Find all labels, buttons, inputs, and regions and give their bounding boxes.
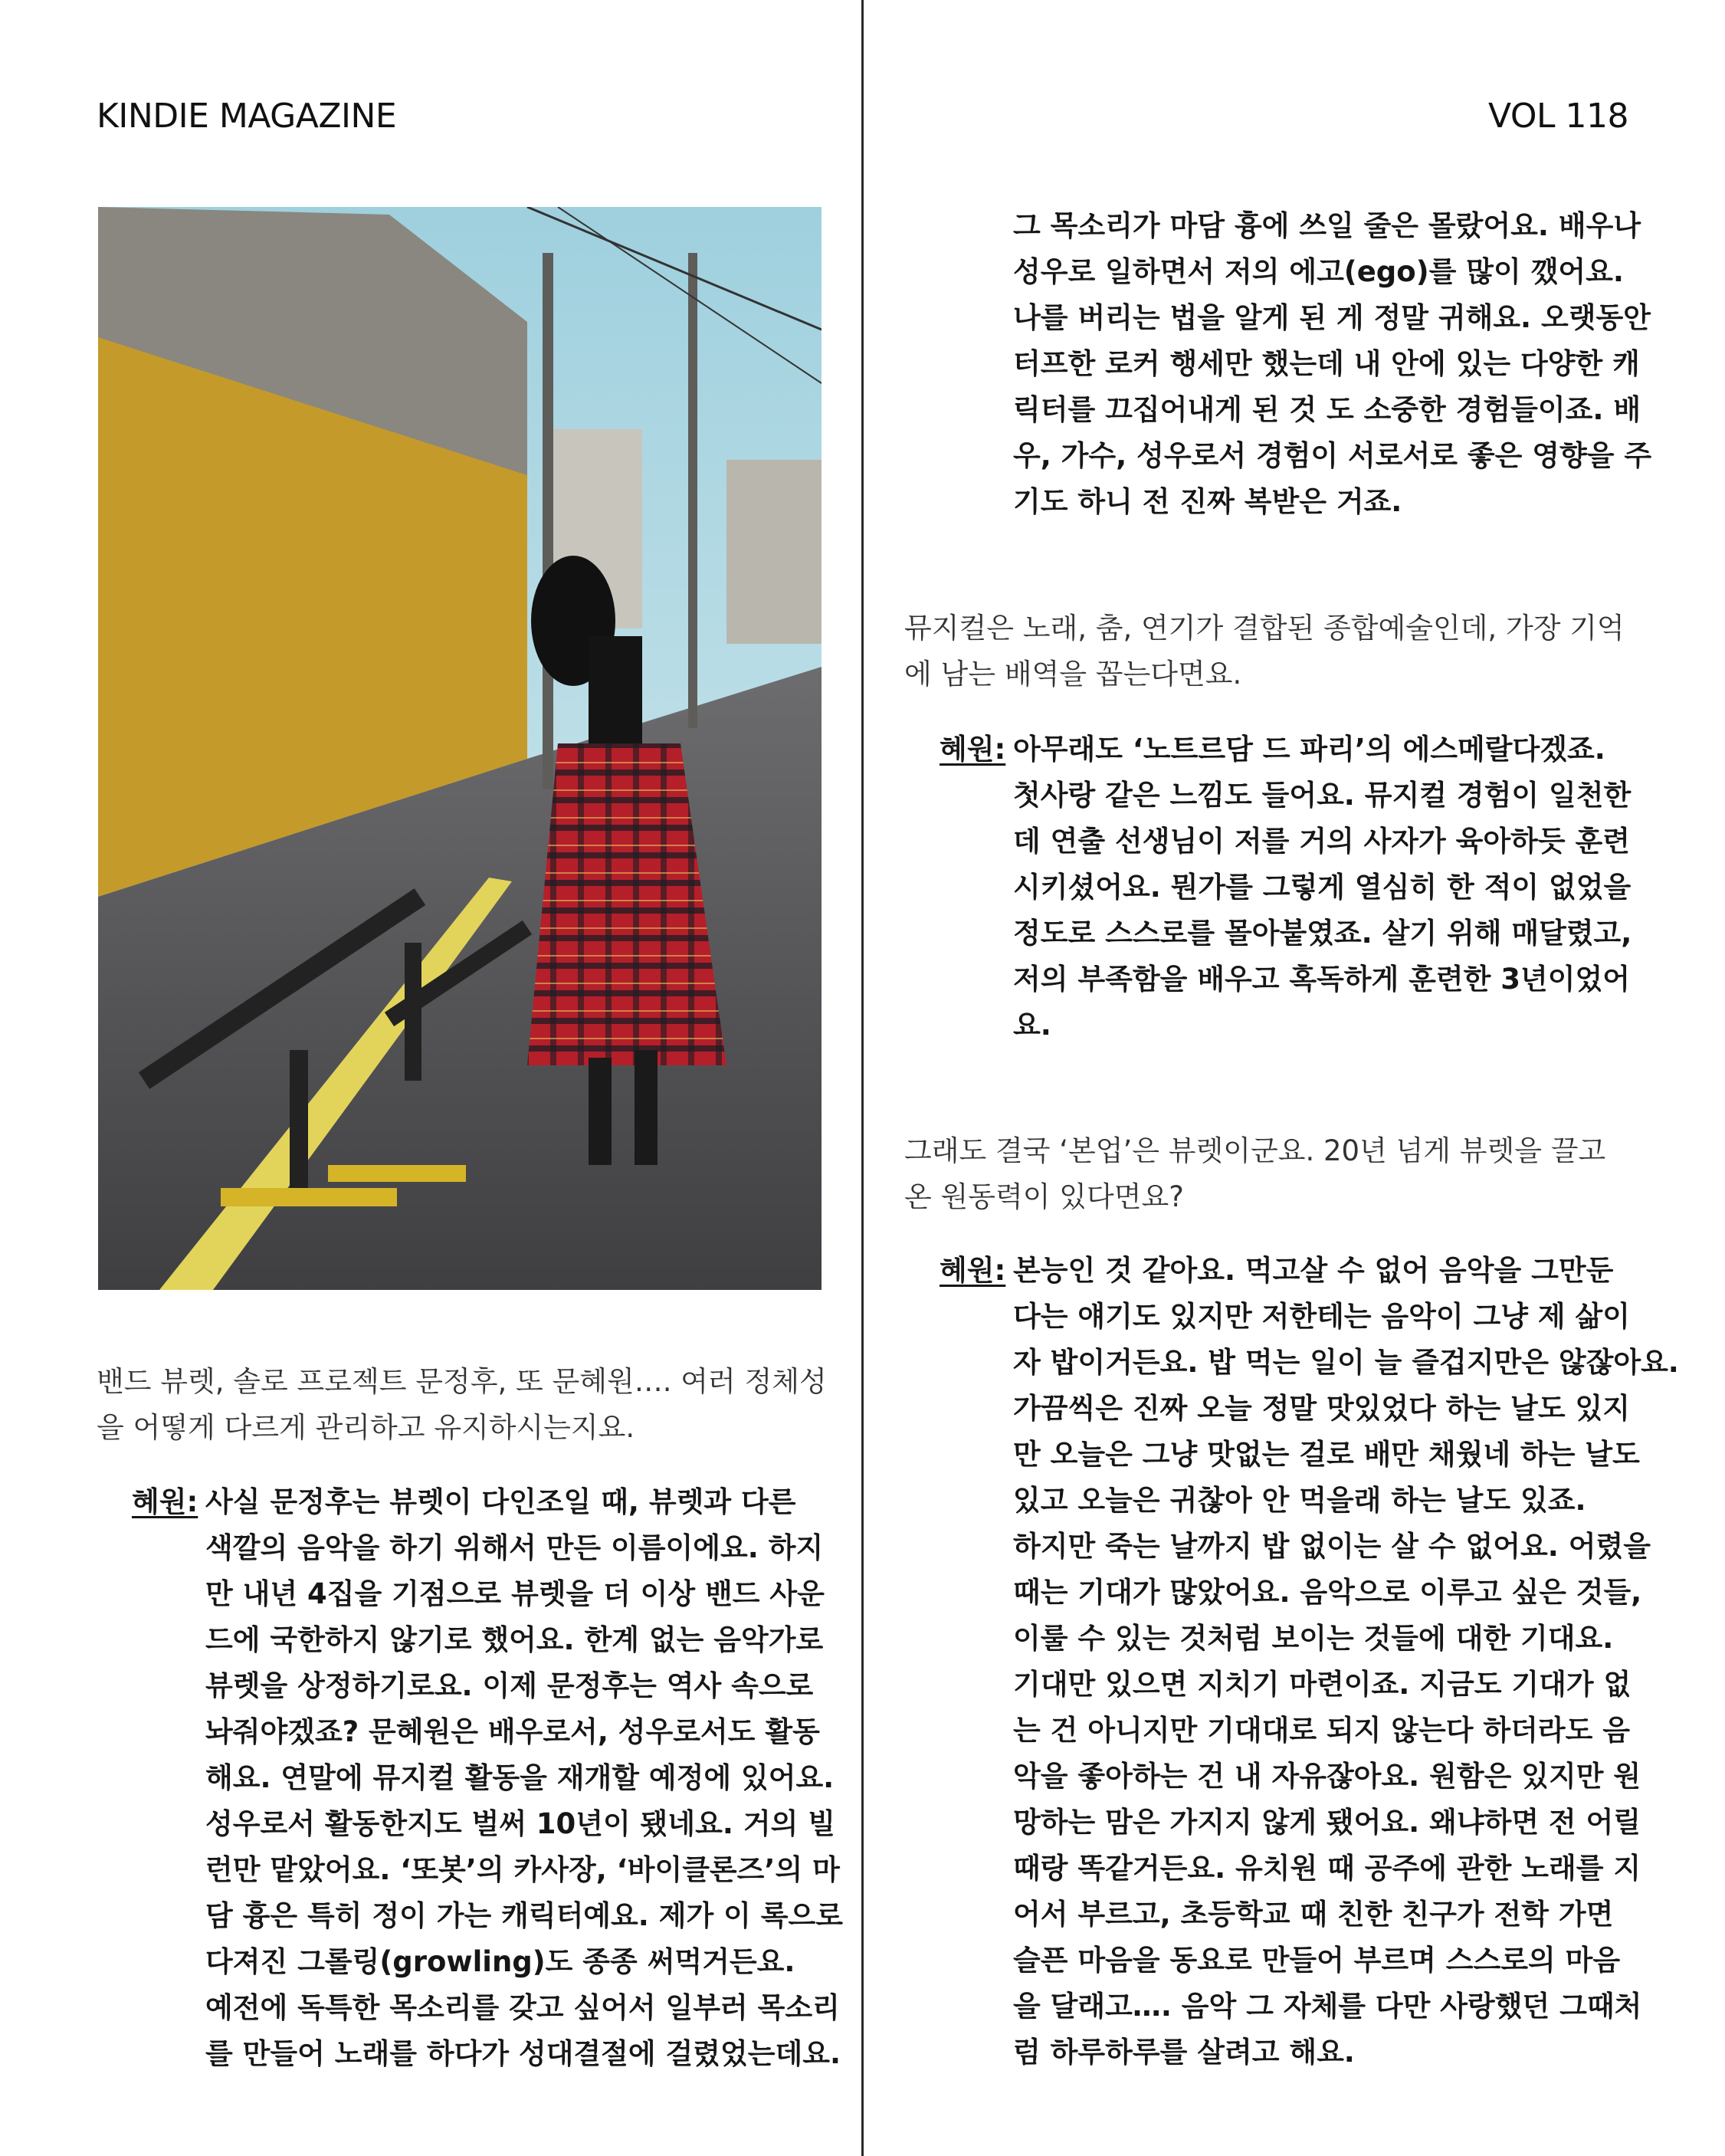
answer-text: 그 목소리가 마담 흉에 쓰일 줄은 몰랐어요. 배우나 성우로 일하면서 저의 에고(ego)를 많이 깼어요. 나를 버리는 법을 알게 된 게 정말 귀해요. 오랫동안 터프한 로커 행세만 했는데 내 안에 있는 다양한 캐 릭터를 끄집어내게 된 것 도 소중한 경험들이죠. 배 우, 가수, 성우로서 경험이 서로서로 좋은 영향을 주 기도 하니 전 진짜 복받은 거죠. [1013,209,1652,518]
volume-number: VOL 118 [1488,97,1628,136]
interview-answer-2 [1013,727,1687,1048]
feature-photo [98,207,822,1290]
magazine-title: KINDIE MAGAZINE [97,97,397,136]
interview-answer-1-continued [1013,203,1687,525]
answer-text: 아무래도 ‘노트르담 드 파리’의 에스메랄다겠죠. 첫사랑 같은 느낌도 들어요. 뮤지컬 경험이 일천한 데 연출 선생님이 저를 거의 사자가 육아하듯 훈련 시키셨어요. 뭔가를 그렇게 열심히 한 적이 없었을 정도로 스스로를 몰아붙였죠. 살기 위해 매달렸고, 저의 부족함을 배우고 혹독하게 훈련한 3년이었어 요. [1013,733,1632,1042]
question-text: 그래도 결국 ‘본업’은 뷰렛이군요. 20년 넘게 뷰렛을 끌고 온 원동력이 있다면요? [904,1134,1606,1213]
interview-answer-3 [1013,1248,1703,2076]
question-text: 밴드 뷰렛, 솔로 프로젝트 문정후, 또 문혜원…. 여러 정체성 을 어떻게 다르게 관리하고 유지하시는지요. [97,1365,827,1444]
answer-text: 본능인 것 같아요. 먹고살 수 없어 음악을 그만둔 다는 얘기도 있지만 저한테는 음악이 그냥 제 삶이 자 밥이거든요. 밥 먹는 일이 늘 즐겁지만은 않잖아요. 가끔씩은 진짜 오늘 정말 맛있었다 하는 날도 있지 만 오늘은 그냥 맛없는 걸로 배만 채웠네 하는 날도 있고 오늘은 귀찮아 안 먹을래 하는 날도 있죠. 하지만 죽는 날까지 밥 없이는 살 수 없어요. 어렸을 때는 기대가 많았어요. 음악으로 이루고 싶은 것들, 이룰 수 있는 것처럼 보이는 것들에 대한 기대요. 기대만 있으면 지치기 마련이죠. 지금도 기대가 없 는 건 아니지만 기대대로 되지 않는다 하더라도 음 악을 좋아하는 건 내 자유잖아요. 원함은 있지만 원 망하는 맘은 가지지 않게 됐어요. 왜냐하면 전 어릴 때랑 똑같거든요. 유치원 때 공주에 관한 노래를 지 어서 부르고, 초등학교 때 친한 친구가 전학 가면 슬픈 마음을 동요로 만들어 부르며 스스로의 마음 을 달래고…. 음악 그 자체를 다만 사랑했던 그때처 럼 하루하루를 살려고 해요. [1013,1254,1679,2069]
column-divider [861,0,864,2156]
speaker-label: 혜원: [940,733,1006,766]
photo-icon [98,207,822,1290]
interview-question-2 [904,605,1671,697]
speaker-label: 혜원: [132,1485,198,1518]
speaker-label: 혜원: [940,1254,1006,1287]
answer-text: 사실 문정후는 뷰렛이 다인조일 때, 뷰렛과 다른 색깔의 음악을 하기 위해서 만든 이름이에요. 하지 만 내년 4집을 기점으로 뷰렛을 더 이상 밴드 사운 드에 국한하지 않기로 했어요. 한계 없는 음악가로 뷰렛을 상정하기로요. 이제 문정후는 역사 속으로 놔줘야겠죠? 문혜원은 배우로서, 성우로서도 활동 해요. 연말에 뮤지컬 활동을 재개할 예정에 있어요. 성우로서 활동한지도 벌써 10년이 됐네요. 거의 빌 런만 맡았어요. ‘또봇’의 카사장, ‘바이클론즈’의 마 담 흉은 특히 정이 가는 캐릭터예요. 제가 이 록으로 다져진 그롤링(growling)도 종종 써먹거든요. 예전에 독특한 목소리를 갖고 싶어서 일부러 목소리 를 만들어 노래를 하다가 성대결절에 걸렸었는데요. [205,1485,843,2070]
interview-question-1 [97,1359,832,1451]
interview-question-3 [904,1128,1671,1220]
interview-answer-1 [205,1479,849,2077]
question-text: 뮤지컬은 노래, 춤, 연기가 결합된 종합예술인데, 가장 기억 에 남는 배역을 꼽는다면요. [904,612,1625,691]
